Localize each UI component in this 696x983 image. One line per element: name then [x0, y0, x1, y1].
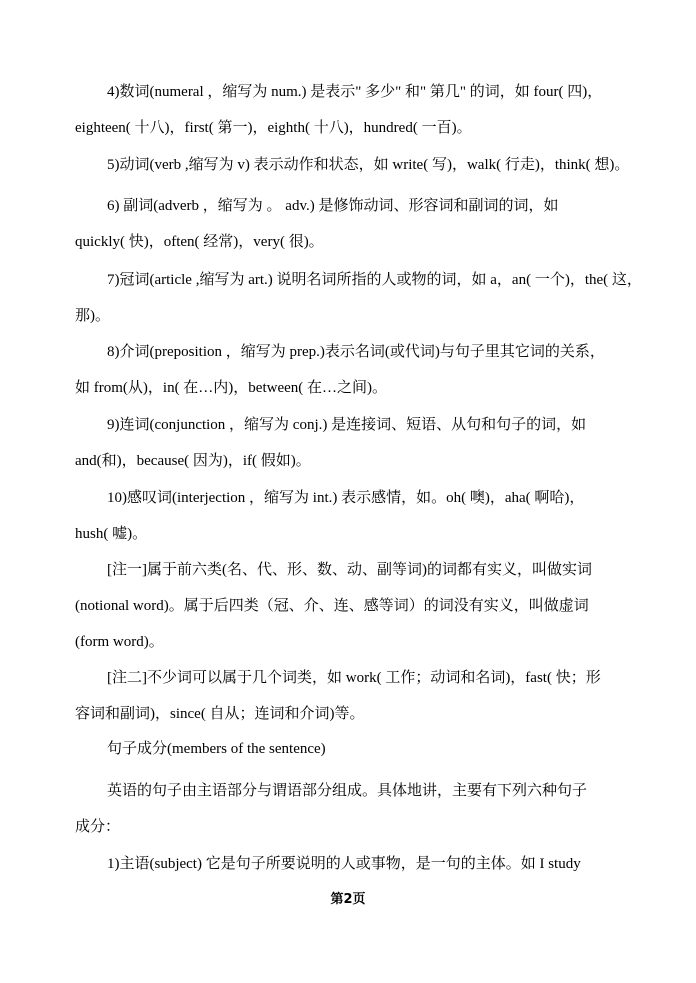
- text-line: eighteen( 十八)，first( 第一)，eighth( 十八)，hundred( 一百)。: [75, 120, 472, 136]
- text-line: 9)连词(conjunction ，缩写为 conj.) 是连接词、短语、从句和句子的词，如: [107, 417, 587, 433]
- text-line: and(和)，because( 因为)，if( 假如)。: [75, 453, 311, 469]
- text-line: 5)动词(verb ,缩写为 v) 表示动作和状态，如 write( 写)，walk( 行走)，think( 想)。: [107, 157, 630, 173]
- paragraph-note-one: [75, 552, 623, 660]
- text-line: (form word)。: [75, 634, 164, 650]
- text-line: 那)。: [75, 308, 110, 324]
- paragraph-preposition: [75, 334, 623, 406]
- text-line: 句子成分(members of the sentence): [107, 741, 326, 757]
- text-line: 7)冠词(article ,缩写为 art.) 说明名词所指的人或物的词，如 a，an( 一个)，the( 这，: [107, 272, 642, 288]
- text-line: 成分：: [75, 819, 121, 835]
- paragraph-interjection: [75, 480, 623, 552]
- paragraph-adverb: [75, 188, 623, 260]
- paragraph-intro: [75, 773, 623, 845]
- text-line: hush( 嘘)。: [75, 526, 148, 542]
- text-line: 6) 副词(adverb ，缩写为 。 adv.) 是修饰动词、形容词和副词的词，如: [107, 198, 559, 214]
- text-line: 英语的句子由主语部分与谓语部分组成。具体地讲，主要有下列六种句子: [107, 783, 588, 799]
- text-line: (notional word)。属于后四类（冠、介、连、感等词）的词没有实义，叫做虚词: [75, 598, 589, 614]
- paragraph-article: [75, 262, 642, 334]
- text-line: 8)介词(preposition ，缩写为 prep.)表示名词(或代词)与句子里其它词的关系，: [107, 344, 605, 360]
- paragraph-numeral: [75, 74, 623, 146]
- text-line: 如 from(从)，in( 在…内)，between( 在…之间)。: [75, 380, 388, 396]
- text-line: quickly( 快)，often( 经常)，very( 很)。: [75, 234, 324, 250]
- paragraph-subject: [75, 846, 623, 882]
- paragraph-conjunction: [75, 407, 623, 479]
- text-line: 4)数词(numeral ，缩写为 num.) 是表示" 多少" 和" 第几" 的词，如 four( 四)，: [107, 84, 603, 100]
- text-line: [注一]属于前六类(名、代、形、数、动、副等词)的词都有实义，叫做实词: [107, 562, 592, 578]
- text-line: 容词和副词)，since( 自从；连词和介词)等。: [75, 706, 365, 722]
- paragraph-verb: [75, 147, 630, 183]
- text-line: [注二]不少词可以属于几个词类，如 work( 工作；动词和名词)，fast( 快；形: [107, 670, 601, 686]
- section-heading: [75, 731, 623, 767]
- paragraph-note-two: [75, 660, 623, 732]
- text-line: 10)感叹词(interjection ，缩写为 int.) 表示感情，如。oh( 噢)，aha( 啊哈)，: [107, 490, 585, 506]
- text-line: 1)主语(subject) 它是句子所要说明的人或事物，是一句的主体。如 I study: [107, 856, 581, 872]
- page-number: 第2页: [330, 892, 366, 907]
